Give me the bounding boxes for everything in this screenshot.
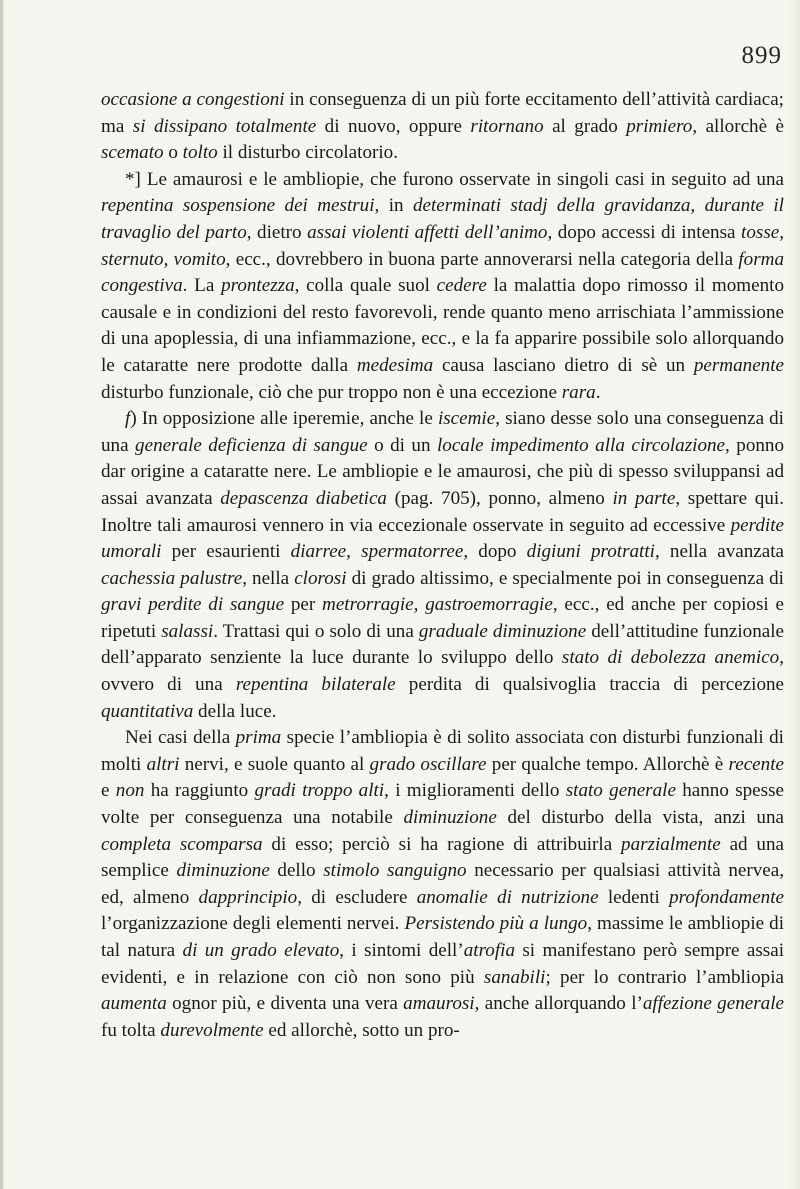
paragraph-nei-casi: Nei casi della prima specie l’ambliopia è di solito associata con disturbi funzionali di molti altri nervi, e suole quanto al grado oscillare per qualche tempo. Allorchè è recente e non ha raggiunto gradi troppo alti, i miglioramenti dello stato generale hanno spesse volte per conseguenza una notabile diminuzione del disturbo della vista, anzi una completa scomparsa di esso; perciò si ha ragione di attribuirla parzialmente ad una semplice diminuzione dello stimolo sanguigno necessario per qualsiasi attività nervea, ed, almeno dapprincipio, di escludere anomalie di nutrizione ledenti profondamente l’organizzazione degli elementi nervei. Persistendo più a lungo, massime le ambliopie di tal natura di un grado elevato, i sintomi dell’atrofia si manifestano però sempre assai evidenti, e in relazione con ciò non sono più sanabili; per lo contrario l’ambliopia aumenta ognor più, e diventa una vera amaurosi, anche allorquando l’affezione generale fu tolta durevolmente ed allorchè, sotto un pro- <box>101 727 785 1041</box>
page-binding-edge <box>0 0 3 1189</box>
page-number: 899 <box>741 42 782 69</box>
paragraph-amaurosi-ambliopie: *] Le amaurosi e le ambliopie, che furono osservate in singoli casi in seguito ad una repentina sospensione dei mestrui, in determinati stadj della gravidanza, durante il travaglio del parto, dietro assai violenti affetti dell’animo, dopo accessi di intensa tosse, sternuto, vomito, ecc., dovrebbero in buona parte annoverarsi nella categoria della forma congestiva. La prontezza, colla quale suol cedere la malattia dopo rimosso il momento causale e in condizioni del resto favorevoli, rende quanto meno arrischiata l’ammissione di una apoplessia, di una infiammazione, ecc., e la fa apparire possibile solo allorquando le cataratte nere prodotte dalla medesima causa lasciano dietro di sè un permanente disturbo funzionale, ciò che pur troppo non è una eccezione rara. <box>101 168 784 403</box>
paragraph-f-iscemie: f) In opposizione alle iperemie, anche le iscemie, siano desse solo una conseguenza di una generale deficienza di sangue o di un locale impedimento alla circolazione, ponno dar origine a cataratte nere. Le ambliopie e le amaurosi, che più di spesso sviluppansi ad assai avanzata depascenza diabetica (pag. 705), ponno, almeno in parte, spettare qui. Inoltre tali amaurosi vennero in via eccezionale osservate in seguito ad eccessive perdite umorali per esaurienti diarree, spermatorree, dopo digiuni protratti, nella avanzata cachessia palustre, nella clorosi di grado altissimo, e specialmente poi in conseguenza di gravi perdite di sangue per metrorragie, gastroemorragie, ecc., ed anche per copiosi e ripetuti salassi. Trattasi qui o solo di una graduale diminuzione dell’attitudine funzionale dell’apparato senziente la luce durante lo sviluppo dello stato di debolezza anemico, ovvero di una repentina bilaterale perdita di qualsivoglia traccia di percezione quantitativa della luce. <box>101 408 785 722</box>
body-text <box>101 87 784 1044</box>
paragraph-continuation: occasione a congestioni in conseguenza di un più forte eccitamento dell’attività cardiaca; ma si dissipano totalmente di nuovo, oppure ritornano al grado primiero, allorchè è scemato o tolto il disturbo circolatorio. <box>101 89 784 164</box>
